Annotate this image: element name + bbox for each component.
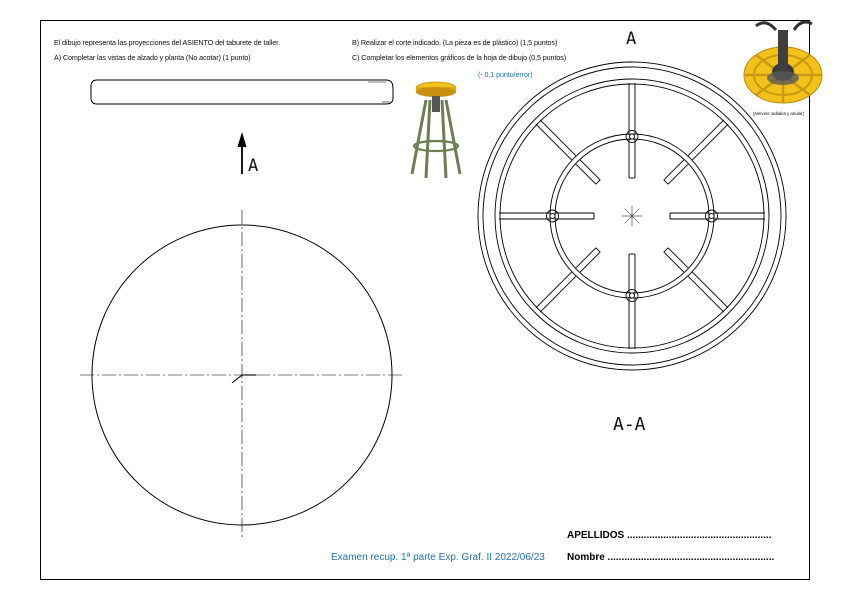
rib-inner-edge xyxy=(668,248,689,269)
rib-outer-edge xyxy=(692,272,728,308)
rib-outer-edge xyxy=(540,276,576,312)
rib-inner-edge xyxy=(575,248,596,269)
rib-outer-edge xyxy=(688,276,724,312)
boss-hole xyxy=(629,293,634,298)
name-field-label: Nombre ............................................................ xyxy=(567,552,775,563)
boss-hole xyxy=(550,213,555,218)
rib-inner-edge xyxy=(575,164,596,185)
rib-inner-edge xyxy=(664,252,685,273)
section-view-ribs xyxy=(478,62,786,370)
section-view-label: A-A xyxy=(613,414,646,435)
rib-end-cap xyxy=(596,248,600,252)
exam-title: Examen recup. 1ª parte Exp. Graf. II 2022/06/23 xyxy=(331,552,545,563)
stool-photo xyxy=(400,78,472,180)
seat-underside-photo xyxy=(742,20,824,116)
boss-circle xyxy=(626,290,638,302)
instruction-b: B) Realizar el corte indicado. (La pieza es de plástico) (1,5 puntos) xyxy=(352,38,558,47)
penalty-note: (- 0,1 punto/error) xyxy=(478,70,533,79)
boss-circle xyxy=(706,210,718,222)
boss-circle xyxy=(626,131,638,143)
boss-circle xyxy=(547,210,559,222)
photo-caption: (Nervios radiales y anular) xyxy=(753,111,804,116)
surname-field-label: APELLIDOS .................................................... xyxy=(567,530,772,541)
instruction-a: A) Completar las vistas de alzado y planta (No acotar) (1 punto) xyxy=(54,53,251,62)
instruction-c: C) Completar los elementos gráficos de la hoja de dibujo (0,5 puntos) xyxy=(352,53,567,62)
rib-outer-edge xyxy=(536,124,572,160)
rib-end-cap xyxy=(664,180,668,184)
section-arrow xyxy=(238,132,247,174)
rib-inner-edge xyxy=(580,252,601,273)
rib-inner-edge xyxy=(580,159,601,180)
section-arrow-label: A xyxy=(248,156,259,176)
rib-outer-edge xyxy=(688,120,724,156)
elevation-view xyxy=(91,80,393,104)
rib-outer-edge xyxy=(540,120,576,156)
boss-hole xyxy=(629,134,634,139)
rib-outer-edge xyxy=(536,272,572,308)
instruction-description: El dibujo representa las proyecciones del ASIENTO del taburete de taller. xyxy=(54,38,280,47)
boss-hole xyxy=(709,213,714,218)
rib-outer-edge xyxy=(692,124,728,160)
rib-end-cap xyxy=(664,248,668,252)
section-plane-label: A xyxy=(626,29,637,49)
rib-inner-edge xyxy=(664,159,685,180)
plan-view xyxy=(80,210,405,540)
rib-inner-edge xyxy=(668,164,689,185)
rib-end-cap xyxy=(596,180,600,184)
